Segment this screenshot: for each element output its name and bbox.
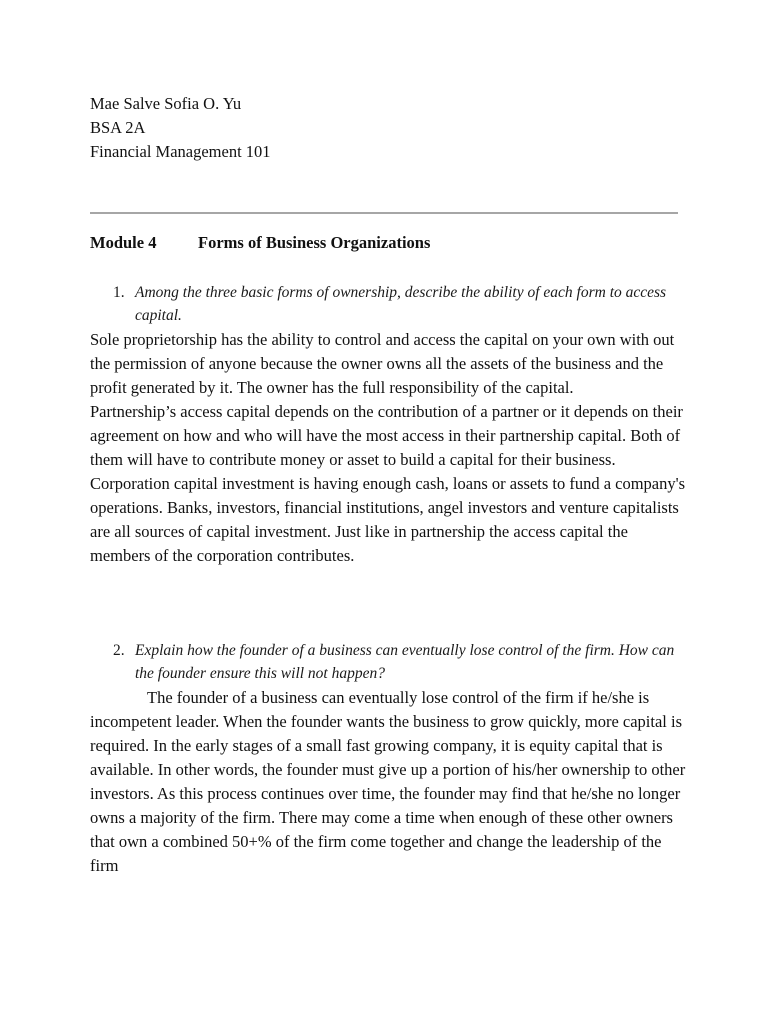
horizontal-divider xyxy=(90,212,678,214)
answer-2 xyxy=(90,686,690,878)
question-number: 1. xyxy=(113,284,125,301)
question-number: 2. xyxy=(113,642,125,659)
student-name: Mae Salve Sofia O. Yu xyxy=(90,94,242,113)
question-text: Explain how the founder of a business can eventually lose control of the firm. How can the founder ensure this will not happen? xyxy=(135,642,675,682)
module-heading xyxy=(90,231,430,255)
answer-paragraph-founder-control: The founder of a business can eventually lose control of the firm if he/she is incompetent leader. When the founder wants the business to grow quickly, more capital is required. In the early stages of a small fast growing company, it is equity capital that is available. In other words, the founder must give up a portion of his/her ownership to other investors. As this process continues over time, the founder may find that he/she no longer owns a majority of the firm. There may come a time when enough of these other owners that own a combined 50+% of the firm come together and change the leadership of the firm xyxy=(90,688,686,875)
answer-paragraph-partnership: Partnership’s access capital depends on the contribution of a partner or it depends on their agreement on how and who will have the most access in their partnership capital. Both of them will have to contribute money or asset to build a capital for their business. xyxy=(90,402,683,469)
answer-paragraph-sole-proprietorship: Sole proprietorship has the ability to control and access the capital on your own with out the permission of anyone because the owner owns all the assets of the business and the profit generated by it. The owner has the full responsibility of the capital. xyxy=(90,330,675,397)
module-number: Module 4 xyxy=(90,233,157,252)
question-text: Among the three basic forms of ownership, describe the ability of each form to access capital. xyxy=(135,284,667,324)
student-section: BSA 2A xyxy=(90,118,146,137)
course-name: Financial Management 101 xyxy=(90,142,271,161)
question-1 xyxy=(113,281,683,327)
question-2 xyxy=(113,639,683,685)
answer-1 xyxy=(90,328,690,568)
student-header xyxy=(90,92,690,164)
answer-paragraph-corporation: Corporation capital investment is having enough cash, loans or assets to fund a company's operations. Banks, investors, financial institutions, angel investors and venture capitalists are all sources of capital investment. Just like in partnership the access capital the members of the corporation contributes. xyxy=(90,474,686,565)
module-title: Forms of Business Organizations xyxy=(198,233,431,252)
